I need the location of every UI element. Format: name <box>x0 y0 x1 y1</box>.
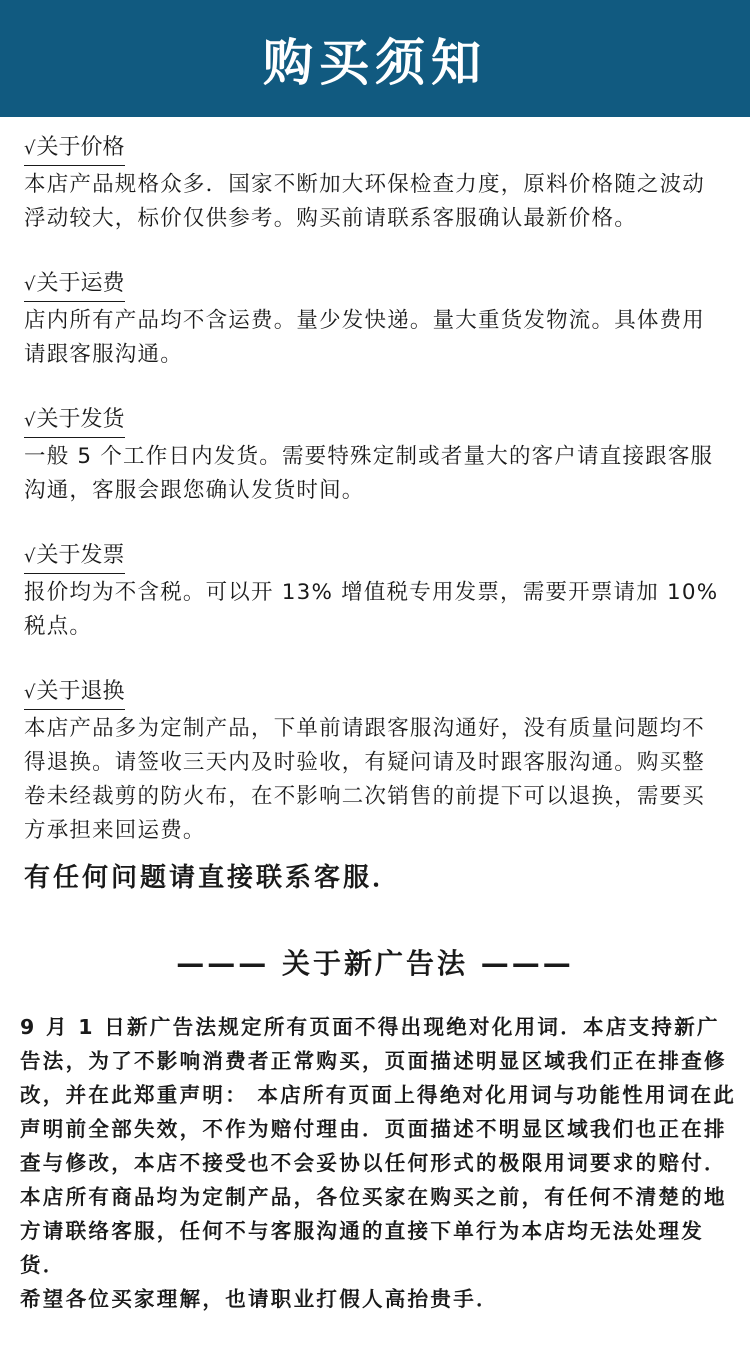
section-body: 报价均为不含税。可以开 13% 增值税专用发票，需要开票请加 10% 税点。 <box>24 580 719 639</box>
ad-law-paragraph: 9 月 1 日新广告法规定所有页面不得出现绝对化用词．本店支持新广告法，为了不影响消费者正常购买，页面描述明显区域我们正在排查修改，并在此郑重声明： 本店所有页面上得绝对化用词与功能性用词在此声明前全部失效，不作为赔付理由．页面描述不明显区域我们也正在排查与修改，本店不接受也不会妥协以任何形式的极限用词要求的赔付．本店所有商品均为定制产品，各位买家在购买之前，有任何不清楚的地方请联络客服，任何不与客服沟通的直接下单行为本店均无法处理发货． <box>20 1015 737 1277</box>
section-heading <box>24 405 125 438</box>
contact-notice: 有任何问题请直接联系客服． <box>24 863 402 893</box>
section-heading-label: 关于价格 <box>36 135 125 160</box>
check-mark-icon: √ <box>24 274 36 295</box>
check-mark-icon: √ <box>24 682 36 703</box>
section-body: 本店产品规格众多．国家不断加大环保检查力度，原料价格随之波动浮动较大，标价仅供参考。购买前请联系客服确认最新价格。 <box>24 172 706 231</box>
section-heading-label: 关于发票 <box>36 543 125 568</box>
section-heading-label: 关于退换 <box>36 679 125 704</box>
section-heading <box>24 269 125 302</box>
section-heading-label: 关于运费 <box>36 271 125 296</box>
section-price <box>24 133 724 236</box>
section-shipping-fee <box>24 269 724 372</box>
ad-law-paragraph: 希望各位买家理解，也请职业打假人高抬贵手． <box>20 1287 499 1311</box>
check-mark-icon: √ <box>24 410 36 431</box>
notice-sections <box>0 117 724 848</box>
header-banner <box>0 0 750 117</box>
section-body: 一般 5 个工作日内发货。需要特殊定制或者量大的客户请直接跟客服沟通，客服会跟您确认发货时间。 <box>24 444 714 503</box>
check-mark-icon: √ <box>24 546 36 567</box>
section-returns <box>24 677 724 848</box>
section-delivery <box>24 405 724 508</box>
page-title: 购买须知 <box>263 33 487 92</box>
ad-law-heading: ——— 关于新广告法 ——— <box>176 947 574 980</box>
section-body: 本店产品多为定制产品，下单前请跟客服沟通好，没有质量问题均不得退换。请签收三天内及时验收，有疑问请及时跟客服沟通。购买整卷未经裁剪的防火布，在不影响二次销售的前提下可以退换，需要买方承担来回运费。 <box>24 716 706 843</box>
section-heading <box>24 133 125 166</box>
section-invoice <box>24 541 724 644</box>
ad-law-statement <box>20 1010 738 1316</box>
section-heading <box>24 677 125 710</box>
check-mark-icon: √ <box>24 138 36 159</box>
section-body: 店内所有产品均不含运费。量少发快递。量大重货发物流。具体费用请跟客服沟通。 <box>24 308 706 367</box>
section-heading <box>24 541 125 574</box>
section-heading-label: 关于发货 <box>36 407 125 432</box>
